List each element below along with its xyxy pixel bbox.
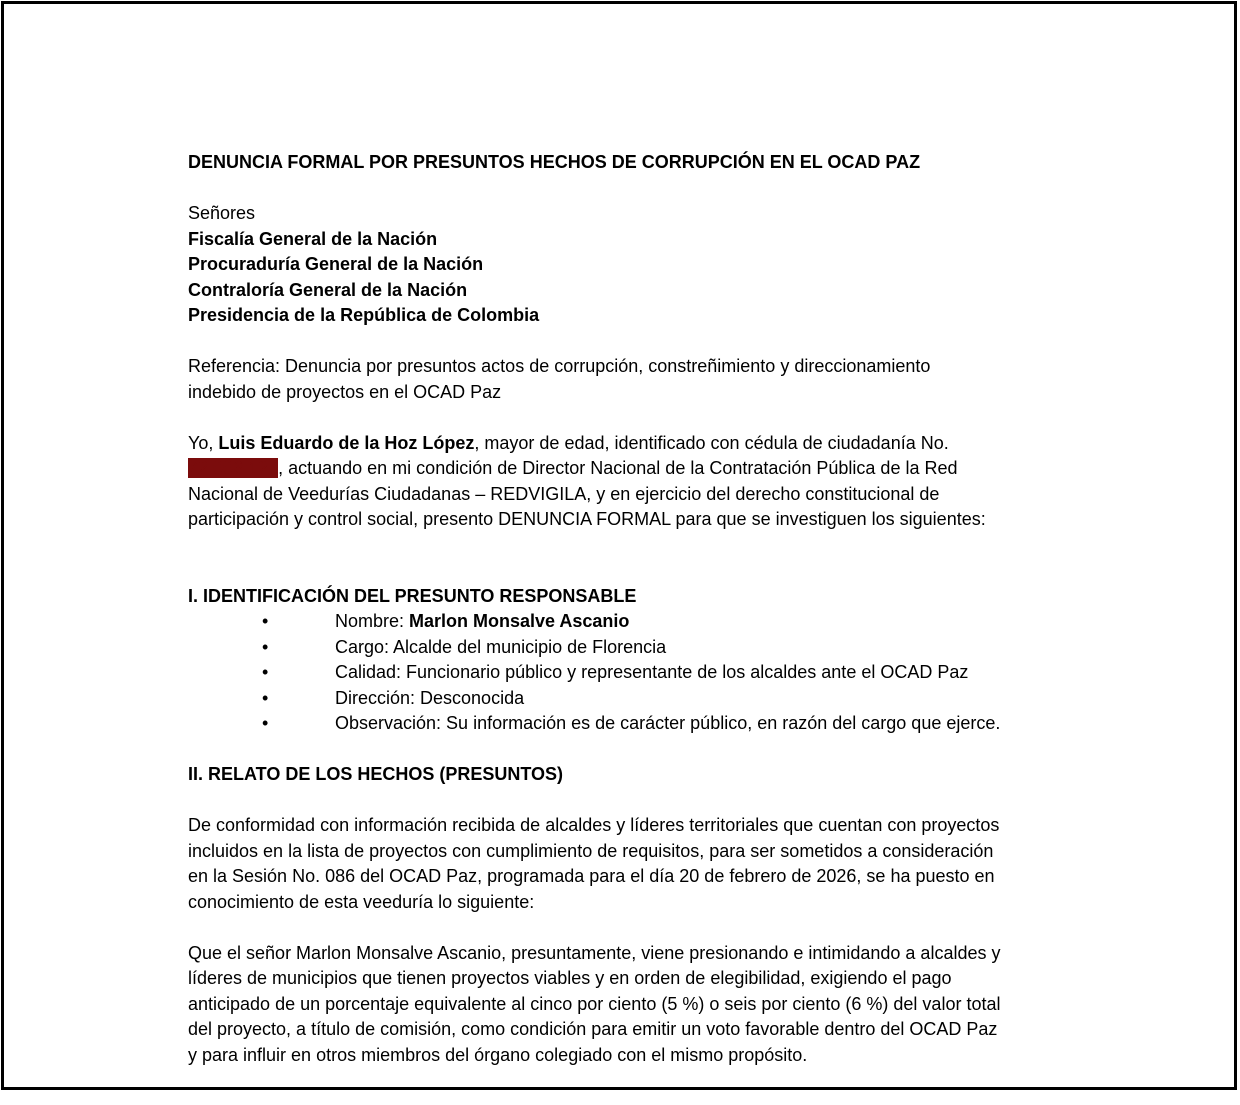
- paragraph-2-line: líderes de municipios que tienen proyectos viables y en orden de elegibilidad, exigiendo el pago: [188, 968, 952, 988]
- paragraph-2-line: Que el señor Marlon Monsalve Ascanio, presuntamente, viene presionando e intimidando a alcaldes y: [188, 942, 1001, 963]
- list-item-calidad: [188, 660, 1068, 686]
- bullet-icon: •: [262, 611, 269, 631]
- intro-line-2-rest: , actuando en mi condición de Director Nacional de la Contratación Pública de la Red: [278, 458, 958, 478]
- bullet-icon: •: [262, 713, 269, 733]
- paragraph-1-line: conocimiento de esta veeduría lo siguiente:: [188, 891, 535, 912]
- recipient-presidencia: Presidencia de la República de Colombia: [188, 305, 540, 325]
- complainant-name: Luis Eduardo de la Hoz López: [218, 432, 475, 453]
- intro-line-2: [188, 456, 1068, 482]
- intro-line-3: Nacional de Veedurías Ciudadanas – REDVIGILA, y en ejercicio del derecho constitucional de: [188, 483, 940, 504]
- recipient-procuraduria: Procuraduría General de la Nación: [188, 254, 484, 274]
- responsible-name: Marlon Monsalve Ascanio: [409, 611, 630, 631]
- intro-line-1-rest: , mayor de edad, identificado con cédula de ciudadanía No.: [474, 432, 949, 453]
- section-1-heading: I. IDENTIFICACIÓN DEL PRESUNTO RESPONSABLE: [188, 585, 637, 606]
- bullet-icon: •: [262, 636, 269, 657]
- paragraph-2-line: y para influir en otros miembros del órgano colegiado con el mismo propósito.: [188, 1044, 808, 1065]
- section-2-heading: II. RELATO DE LOS HECHOS (PRESUNTOS): [188, 764, 564, 784]
- paragraph-1-line: De conformidad con información recibida de alcaldes y líderes territoriales que cuentan con proyectos: [188, 815, 1000, 835]
- bullet-icon: •: [262, 687, 269, 708]
- reference-line-1: Referencia: Denuncia por presuntos actos de corrupción, constreñimiento y direccionamiento: [188, 356, 931, 376]
- paragraph-2-line: del proyecto, a título de comisión, como condición para emitir un voto favorable dentro del OCAD Paz: [188, 1019, 998, 1039]
- list-item-cargo: [188, 635, 1068, 661]
- reference-line-2: indebido de proyectos en el OCAD Paz: [188, 381, 502, 402]
- item-label: Cargo: Alcalde del municipio de Florencia: [335, 636, 667, 657]
- paragraph-1-line: en la Sesión No. 086 del OCAD Paz, programada para el día 20 de febrero de 2026, se ha puesto en: [188, 866, 995, 886]
- item-label: Dirección: Desconocida: [335, 687, 525, 708]
- recipient-fiscalia: Fiscalía General de la Nación: [188, 228, 438, 249]
- redacted-id-number: 72.006.127: [188, 458, 279, 478]
- paragraph-1-line: incluidos en la lista de proyectos con cumplimiento de requisitos, para ser sometidos a consideración: [188, 840, 994, 861]
- bullet-icon: •: [262, 662, 269, 682]
- responsible-details-list: [188, 609, 1068, 737]
- intro-line-1: [188, 431, 1068, 457]
- salutation: Señores: [188, 203, 256, 223]
- recipient-contraloria: Contraloría General de la Nación: [188, 279, 468, 300]
- list-item-nombre: [188, 609, 1068, 635]
- paragraph-2-line: anticipado de un porcentaje equivalente al cinco por ciento (5 %) o seis por ciento (6 %) del valor total: [188, 993, 1001, 1014]
- document-page: [188, 150, 1068, 1068]
- item-label: Nombre:: [335, 611, 410, 631]
- document-title: DENUNCIA FORMAL POR PRESUNTOS HECHOS DE CORRUPCIÓN EN EL OCAD PAZ: [188, 152, 921, 172]
- intro-prefix: Yo,: [188, 432, 219, 453]
- intro-line-4: participación y control social, presento DENUNCIA FORMAL para que se investiguen los siguientes:: [188, 509, 986, 529]
- list-item-direccion: [188, 686, 1068, 712]
- list-item-observacion: [188, 711, 1068, 737]
- item-label: Calidad: Funcionario público y representante de los alcaldes ante el OCAD Paz: [335, 662, 969, 682]
- item-label: Observación: Su información es de carácter público, en razón del cargo que ejerce.: [335, 713, 1001, 733]
